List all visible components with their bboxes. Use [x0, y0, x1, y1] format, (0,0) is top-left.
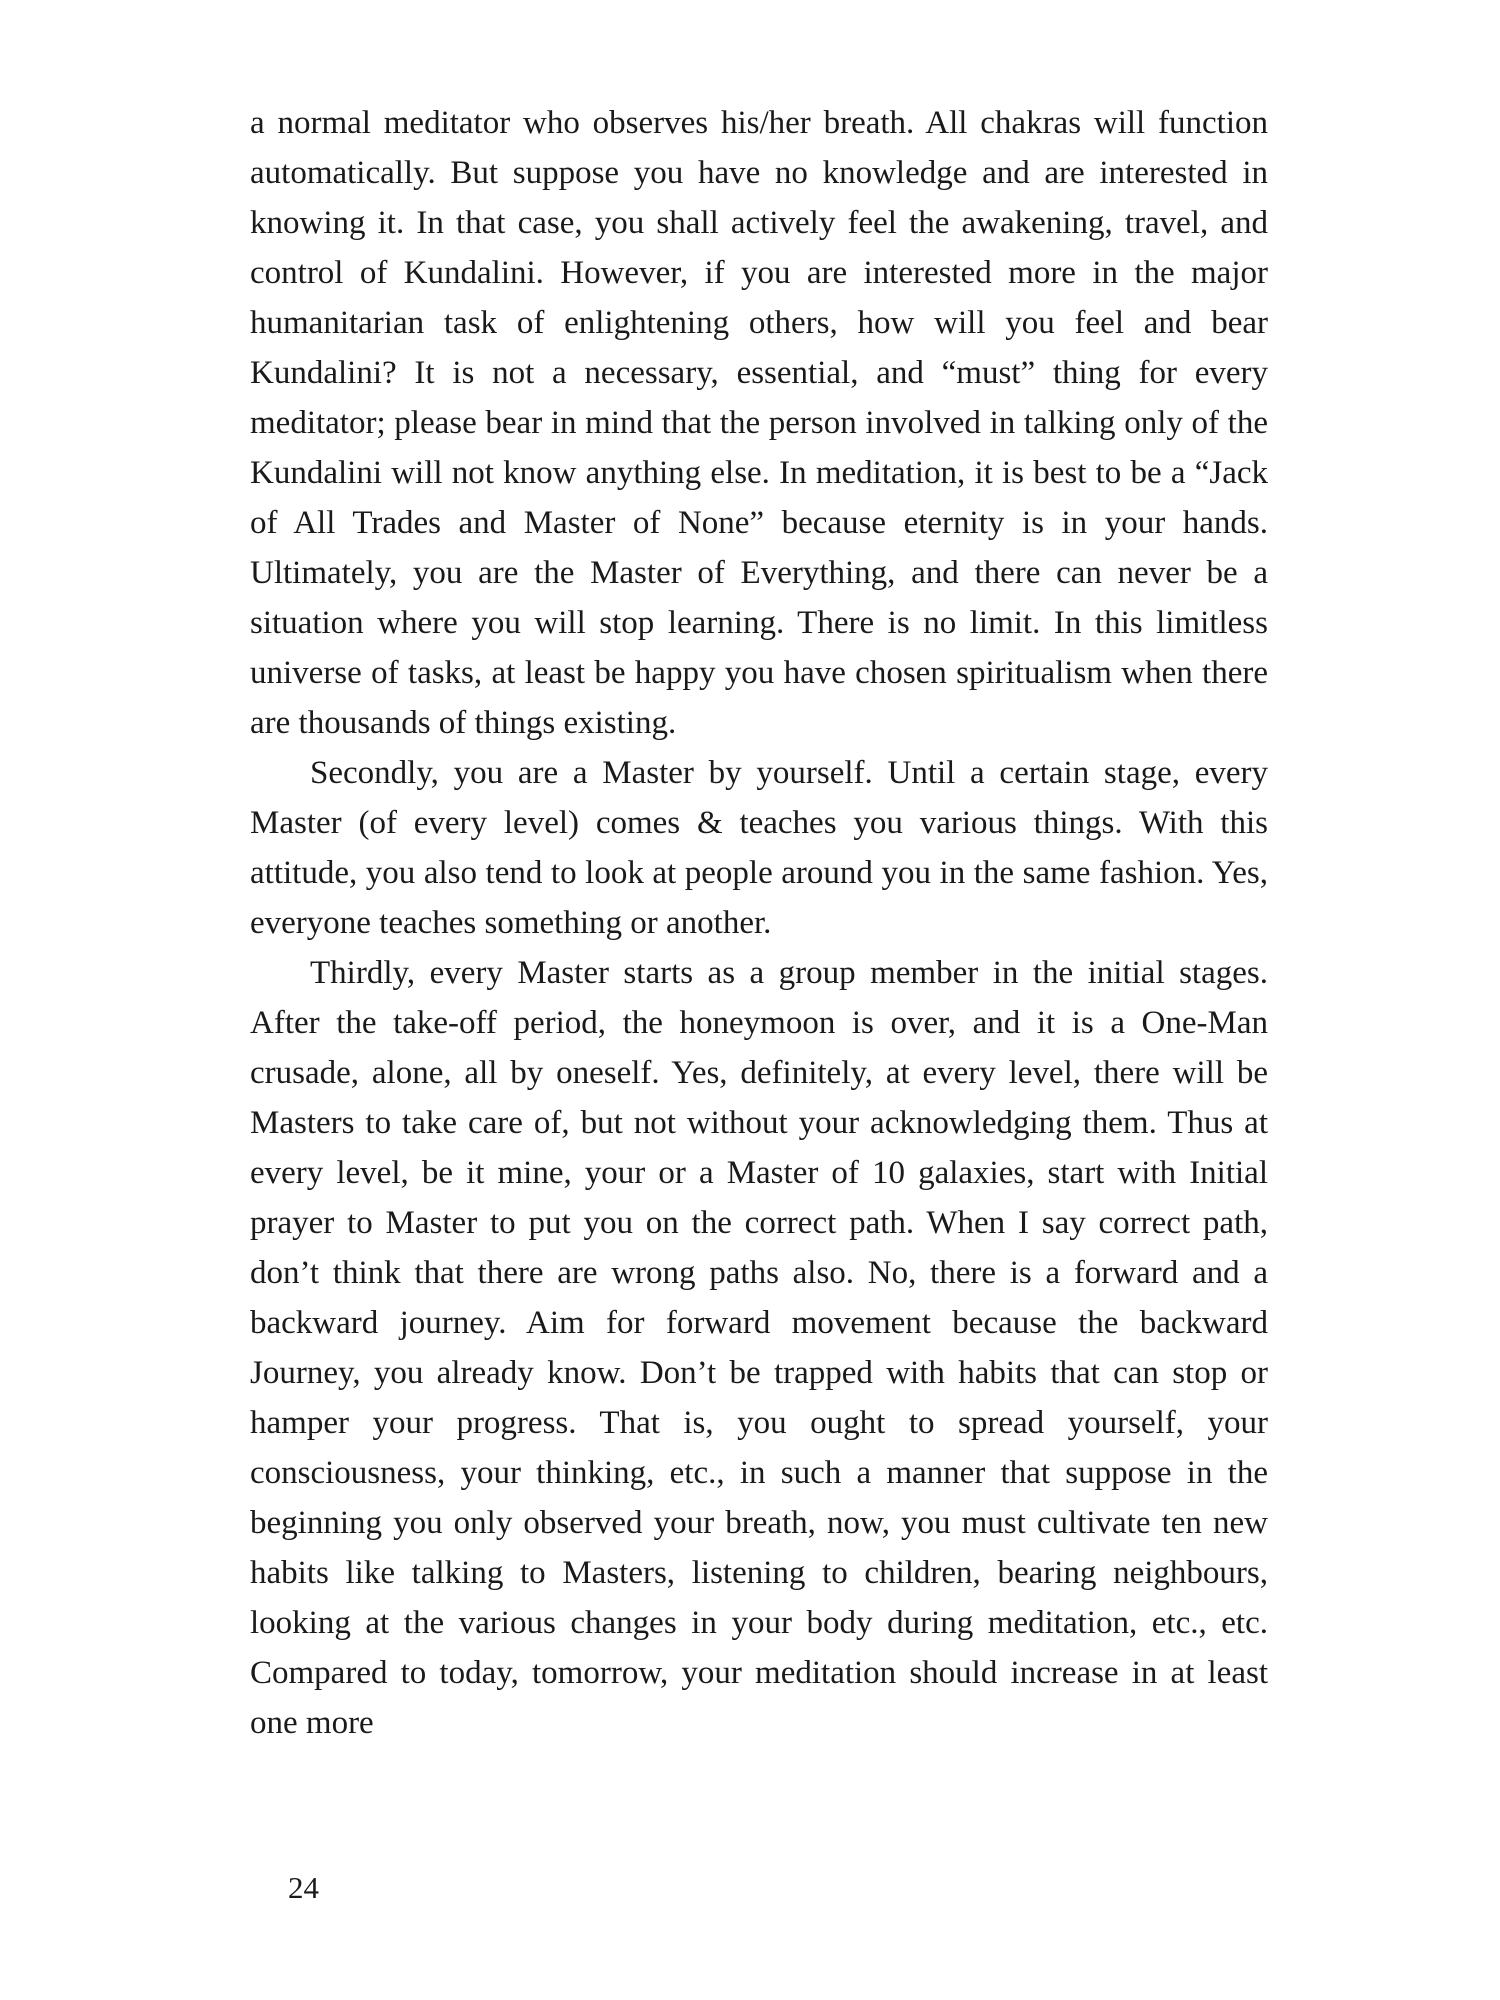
body-text — [250, 98, 1268, 1748]
page-number: 24 — [288, 1870, 319, 1905]
paragraph-thirdly: Thirdly, every Master starts as a group member in the initial stages. After the take-off period, the honeymoon is over, and it is a One-Man crusade, alone, all by oneself. Yes, definitely, at every level, there will be Masters to take care of, but not without your acknowledging them. Thus at every level, be it mine, your or a Master of 10 galaxies, start with Initial prayer to Master to put you on the correct path. When I say correct path, don’t think that there are wrong paths also. No, there is a forward and a backward journey. Aim for forward movement because the backward Journey, you already know. Don’t be trapped with habits that can stop or hamper your progress. That is, you ought to spread yourself, your consciousness, your thinking, etc., in such a manner that suppose in the beginning you only observed your breath, now, you must cultivate ten new habits like talking to Masters, listening to children, bearing neighbours, looking at the various changes in your body during meditation, etc., etc. Compared to today, tomorrow, your meditation should increase in at least one more — [250, 955, 1268, 1741]
paragraph-continuation: a normal meditator who observes his/her breath. All chakras will function automatically. But suppose you have no knowledge and are interested in knowing it. In that case, you shall actively feel the awakening, travel, and control of Kundalini. However, if you are interested more in the major humanitarian task of enlightening others, how will you feel and bear Kundalini? It is not a necessary, essential, and “must” thing for every meditator; please bear in mind that the person involved in talking only of the Kundalini will not know anything else. In meditation, it is best to be a “Jack of All Trades and Master of None” because eternity is in your hands. Ultimately, you are the Master of Everything, and there can never be a situation where you will stop learning. There is no limit. In this limitless universe of tasks, at least be happy you have chosen spiritualism when there are thousands of things existing. — [250, 105, 1268, 741]
paragraph-secondly: Secondly, you are a Master by yourself. Until a certain stage, every Master (of every level) comes & teaches you various things. With this attitude, you also tend to look at people around you in the same fashion. Yes, everyone teaches something or another. — [250, 755, 1268, 941]
